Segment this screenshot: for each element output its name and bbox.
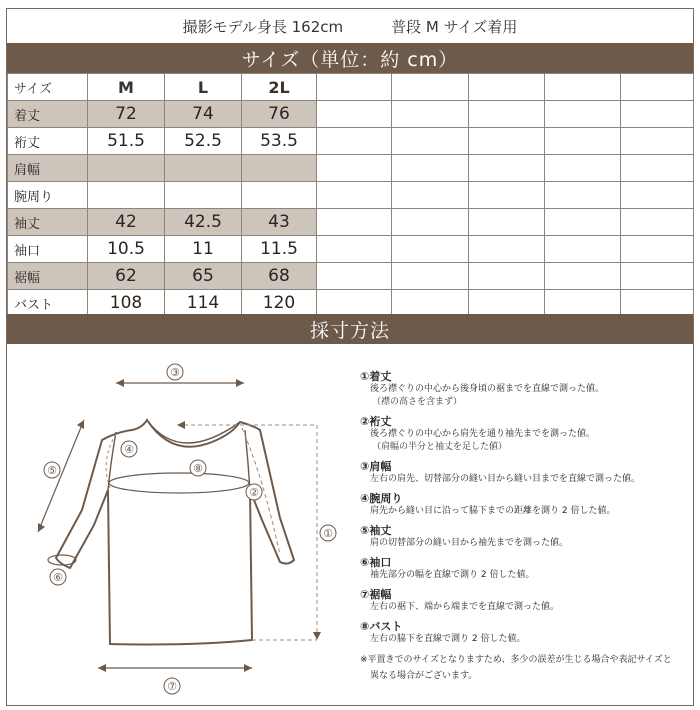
size-table-header [8, 74, 694, 101]
empty-cell [621, 290, 694, 317]
size-value: 108 [88, 290, 165, 317]
footnote-line-1: ※平置きでのサイズとなりますため、多少の誤差が生じる場合や表記サイズと [360, 655, 672, 665]
model-size: 普段 M サイズ着用 [391, 17, 518, 36]
row-label: 肩幅 [8, 155, 88, 182]
note-item [360, 370, 690, 409]
empty-cell [469, 209, 545, 236]
empty-cell [469, 290, 545, 317]
size-value [242, 182, 317, 209]
note-head: ⑦裾幅 [360, 588, 392, 601]
empty-cell [621, 263, 694, 290]
header-size: M [88, 74, 165, 101]
model-info [7, 9, 693, 43]
empty-cell [469, 155, 545, 182]
empty-cell [545, 155, 621, 182]
row-label: 着丈 [8, 101, 88, 128]
empty-cell [392, 290, 469, 317]
size-value: 42.5 [165, 209, 242, 236]
note-sub: （肩幅の半分と袖丈を足した値） [372, 442, 508, 452]
table-row [8, 290, 694, 317]
measurement-notes [360, 370, 690, 684]
empty-cell [621, 209, 694, 236]
method-band [7, 314, 693, 344]
empty-cell [545, 236, 621, 263]
header-label: サイズ [8, 74, 88, 101]
empty-cell [317, 101, 392, 128]
empty-cell [469, 263, 545, 290]
note-item [360, 524, 690, 550]
empty-cell [317, 236, 392, 263]
note-body: 後ろ襟ぐりの中心から肩先を通り袖先までを測った値。 [370, 429, 596, 439]
size-value: 76 [242, 101, 317, 128]
note-head: ⑧バスト [360, 620, 403, 633]
method-band-title: 採寸方法 [309, 319, 390, 342]
note-body: 後ろ襟ぐりの中心から後身頃の裾までを直線で測った値。 [370, 384, 605, 394]
empty-cell [392, 236, 469, 263]
empty-cell [545, 101, 621, 128]
note-head: ④腕周り [360, 492, 403, 505]
empty-cell [545, 74, 621, 101]
note-item [360, 492, 690, 518]
marker-4: ④ [124, 443, 134, 456]
row-label: バスト [8, 290, 88, 317]
empty-cell [317, 155, 392, 182]
empty-cell [392, 74, 469, 101]
note-item [360, 556, 690, 582]
size-value: 114 [165, 290, 242, 317]
marker-5: ⑤ [47, 464, 57, 477]
note-body: 左右の肩先、切替部分の縫い目から縫い目までを直線で測った値。 [370, 474, 641, 484]
empty-cell [317, 74, 392, 101]
empty-cell [545, 209, 621, 236]
empty-cell [621, 182, 694, 209]
empty-cell [621, 74, 694, 101]
empty-cell [469, 101, 545, 128]
size-value: 65 [165, 263, 242, 290]
note-body: 左右の裾下、端から端までを直線で測った値。 [370, 602, 560, 612]
empty-cell [621, 155, 694, 182]
size-value: 74 [165, 101, 242, 128]
row-label: 袖口 [8, 236, 88, 263]
empty-cell [317, 182, 392, 209]
size-value: 120 [242, 290, 317, 317]
empty-cell [621, 128, 694, 155]
size-value: 53.5 [242, 128, 317, 155]
empty-cell [621, 101, 694, 128]
size-value: 11 [165, 236, 242, 263]
row-label: 腕周り [8, 182, 88, 209]
size-value: 72 [88, 101, 165, 128]
size-value: 10.5 [88, 236, 165, 263]
note-head: ⑥袖口 [360, 556, 392, 569]
marker-8: ⑧ [193, 462, 203, 475]
table-row [8, 182, 694, 209]
size-band [7, 43, 693, 73]
marker-2: ② [249, 486, 259, 499]
size-value: 52.5 [165, 128, 242, 155]
note-item [360, 460, 690, 486]
note-item [360, 415, 690, 454]
size-value [88, 155, 165, 182]
empty-cell [392, 263, 469, 290]
note-item [360, 588, 690, 614]
empty-cell [469, 74, 545, 101]
empty-cell [392, 155, 469, 182]
header-size: 2L [242, 74, 317, 101]
header-size: L [165, 74, 242, 101]
empty-cell [469, 128, 545, 155]
footnote [360, 652, 690, 684]
note-item [360, 620, 690, 646]
note-head: ②裄丈 [360, 415, 392, 428]
size-value [88, 182, 165, 209]
size-value: 62 [88, 263, 165, 290]
size-value [165, 182, 242, 209]
table-row [8, 101, 694, 128]
table-row [8, 155, 694, 182]
note-body: 袖先部分の幅を直線で測り 2 倍した値。 [370, 570, 535, 580]
empty-cell [392, 101, 469, 128]
empty-cell [317, 263, 392, 290]
marker-3: ③ [170, 366, 180, 379]
note-head: ①着丈 [360, 370, 392, 383]
empty-cell [392, 209, 469, 236]
marker-6: ⑥ [53, 571, 63, 584]
size-value: 51.5 [88, 128, 165, 155]
empty-cell [317, 290, 392, 317]
footnote-line-2: 異なる場合がございます。 [370, 671, 478, 681]
size-table [7, 73, 694, 317]
size-value: 68 [242, 263, 317, 290]
empty-cell [392, 128, 469, 155]
marker-1: ① [323, 527, 333, 540]
row-label: 裄丈 [8, 128, 88, 155]
empty-cell [469, 236, 545, 263]
size-value: 42 [88, 209, 165, 236]
empty-cell [545, 128, 621, 155]
table-row [8, 263, 694, 290]
empty-cell [469, 182, 545, 209]
table-row [8, 209, 694, 236]
note-body: 肩先から縫い目に沿って脇下までの距離を測り 2 倍した値。 [370, 506, 616, 516]
row-label: 袖丈 [8, 209, 88, 236]
empty-cell [317, 128, 392, 155]
size-value: 11.5 [242, 236, 317, 263]
note-body: 肩の切替部分の縫い目から袖先までを測った値。 [370, 538, 569, 548]
marker-7: ⑦ [167, 680, 177, 693]
note-head: ③肩幅 [360, 460, 392, 473]
table-row [8, 236, 694, 263]
row-label: 裾幅 [8, 263, 88, 290]
empty-cell [317, 209, 392, 236]
size-value [242, 155, 317, 182]
empty-cell [621, 236, 694, 263]
empty-cell [392, 182, 469, 209]
note-sub: （襟の高さを含まず） [372, 397, 463, 407]
size-value [165, 155, 242, 182]
empty-cell [545, 263, 621, 290]
note-head: ⑤袖丈 [360, 524, 392, 537]
table-row [8, 128, 694, 155]
garment-outline [56, 420, 294, 645]
note-body: 左右の脇下を直線で測り 2 倍した値。 [370, 634, 526, 644]
empty-cell [545, 290, 621, 317]
size-value: 43 [242, 209, 317, 236]
model-height: 撮影モデル身長 162cm [182, 17, 344, 36]
empty-cell [545, 182, 621, 209]
size-band-title: サイズ（単位：約 cm） [241, 48, 459, 71]
measurement-diagram [12, 350, 352, 700]
